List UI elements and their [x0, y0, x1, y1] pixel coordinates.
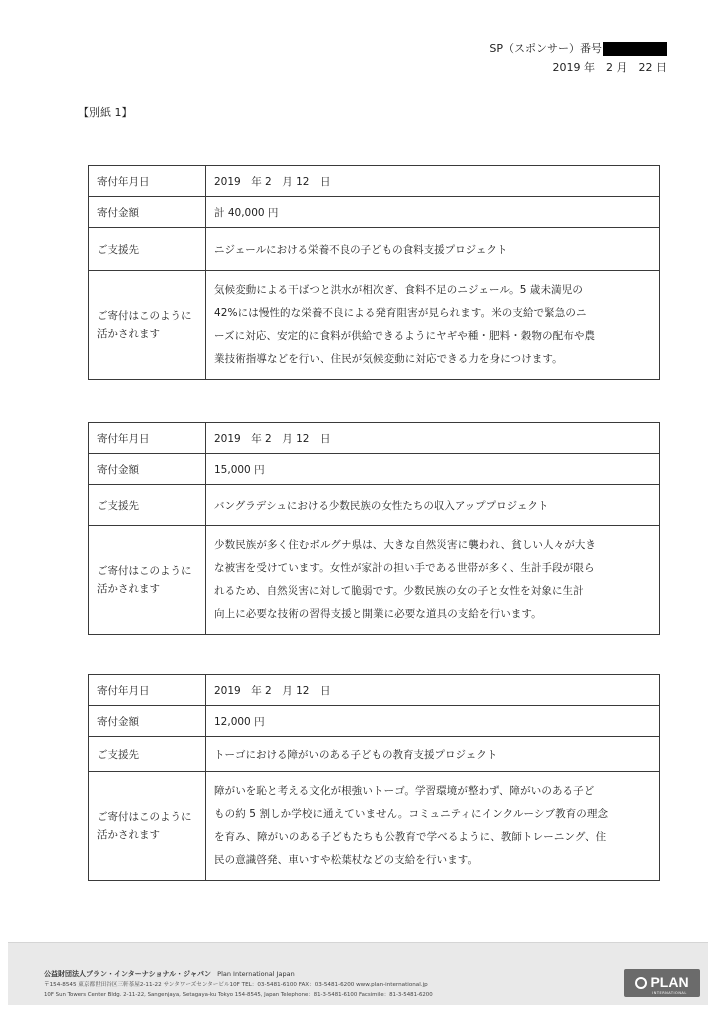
- recipient-value: トーゴにおける障がいのある子どもの教育支援プロジェクト: [206, 737, 660, 772]
- organization-name-en: Plan International Japan: [217, 970, 295, 978]
- table-row: [89, 737, 660, 772]
- table-row: [89, 166, 660, 197]
- usage-line: 民の意識啓発、車いすや松葉杖などの支給を行います。: [214, 854, 479, 866]
- usage-text: [206, 526, 660, 635]
- organization-name: [44, 969, 295, 979]
- usage-label: ご寄付はこのように活かされます: [89, 271, 206, 380]
- logo-text-group: [650, 972, 688, 995]
- donation-table-2: [88, 422, 660, 635]
- document-date: 2019 年 2 月 22 日: [552, 61, 667, 74]
- amount-value: 15,000 円: [206, 454, 660, 485]
- donation-table-1: [88, 165, 660, 380]
- donation-table-3: [88, 674, 660, 881]
- sponsor-number-line: [489, 40, 667, 57]
- recipient-value: ニジェールにおける栄養不良の子どもの食料支援プロジェクト: [206, 228, 660, 271]
- date-label: 寄付年月日: [89, 675, 206, 706]
- amount-label: 寄付金額: [89, 197, 206, 228]
- address-jp: 〒154-8545 東京都世田谷区三軒茶屋2-11-22 サンタワーズセンタービル10F TEL：03-5481-6100 FAX：03-5481-6200 www.plan-international.jp: [44, 982, 428, 988]
- plan-logo: [624, 969, 700, 997]
- letterhead-footer: [8, 942, 708, 1005]
- logo-subtext: INTERNATIONAL: [652, 990, 687, 995]
- organization-name-jp: 公益財団法人プラン・インターナショナル・ジャパン: [44, 970, 211, 978]
- attachment-label: 【別紙 1】: [78, 106, 133, 119]
- usage-line: 向上に必要な技術の習得支援と開業に必要な道具の支給を行います。: [214, 608, 542, 620]
- usage-line: 障がいを恥と考える文化が根強いトーゴ。学習環境が整わず、障がいのある子ど: [214, 785, 595, 797]
- sponsor-number-label: SP（スポンサー）番号: [489, 42, 602, 55]
- recipient-value: バングラデシュにおける少数民族の女性たちの収入アッププロジェクト: [206, 485, 660, 526]
- date-value: 2019 年 2 月 12 日: [206, 423, 660, 454]
- usage-line: 少数民族が多く住むボルグナ県は、大きな自然災害に襲われ、貧しい人々が大き: [214, 539, 597, 551]
- table-row: [89, 675, 660, 706]
- usage-line: 気候変動による干ばつと洪水が相次ぎ、食料不足のニジェール。5 歳未満児の: [214, 284, 583, 296]
- recipient-label: ご支援先: [89, 737, 206, 772]
- date-value: 2019 年 2 月 12 日: [206, 166, 660, 197]
- usage-line: れるため、自然災害に対して脆弱です。少数民族の女の子と女性を対象に生計: [214, 585, 584, 597]
- plan-globe-icon: [635, 977, 647, 989]
- usage-text: [206, 772, 660, 881]
- address-en: 10F Sun Towers Center Bldg. 2-11-22, Sangenjaya, Setagaya-ku Tokyo 154-8545, Japan Telephone：81-3-5481-6100 Facsimile：81-3-5481-6200: [44, 992, 433, 998]
- table-row: [89, 454, 660, 485]
- table-row: [89, 228, 660, 271]
- usage-line: な被害を受けています。女性が家計の担い手である世帯が多く、生計手段が限ら: [214, 562, 595, 574]
- table-row: [89, 197, 660, 228]
- table-row: [89, 485, 660, 526]
- table-row: [89, 271, 660, 380]
- usage-line: もの約 5 割しか学校に通えていません。コミュニティにインクルーシブ教育の理念: [214, 808, 609, 820]
- logo-text: PLAN: [650, 973, 689, 990]
- usage-label: ご寄付はこのように活かされます: [89, 772, 206, 881]
- usage-text: [206, 271, 660, 380]
- usage-label: ご寄付はこのように活かされます: [89, 526, 206, 635]
- amount-label: 寄付金額: [89, 706, 206, 737]
- date-value: 2019 年 2 月 12 日: [206, 675, 660, 706]
- recipient-label: ご支援先: [89, 485, 206, 526]
- recipient-label: ご支援先: [89, 228, 206, 271]
- usage-line: を育み、障がいのある子どもたちも公教育で学べるように、教師トレーニング、住: [214, 831, 607, 843]
- table-row: [89, 706, 660, 737]
- redacted-sponsor-number: [603, 42, 667, 56]
- usage-line: ーズに対応、安定的に食料が供給できるようにヤギや種・肥料・穀物の配布や農: [214, 330, 596, 342]
- amount-value: 計 40,000 円: [206, 197, 660, 228]
- usage-line: 業技術指導などを行い、住民が気候変動に対応できる力を身につけます。: [214, 353, 563, 365]
- table-row: [89, 423, 660, 454]
- usage-line: 42%には慢性的な栄養不良による発育阻害が見られます。米の支給で緊急のニ: [214, 307, 587, 319]
- amount-value: 12,000 円: [206, 706, 660, 737]
- document-header: [489, 40, 667, 76]
- date-label: 寄付年月日: [89, 166, 206, 197]
- table-row: [89, 526, 660, 635]
- amount-label: 寄付金額: [89, 454, 206, 485]
- table-row: [89, 772, 660, 881]
- date-label: 寄付年月日: [89, 423, 206, 454]
